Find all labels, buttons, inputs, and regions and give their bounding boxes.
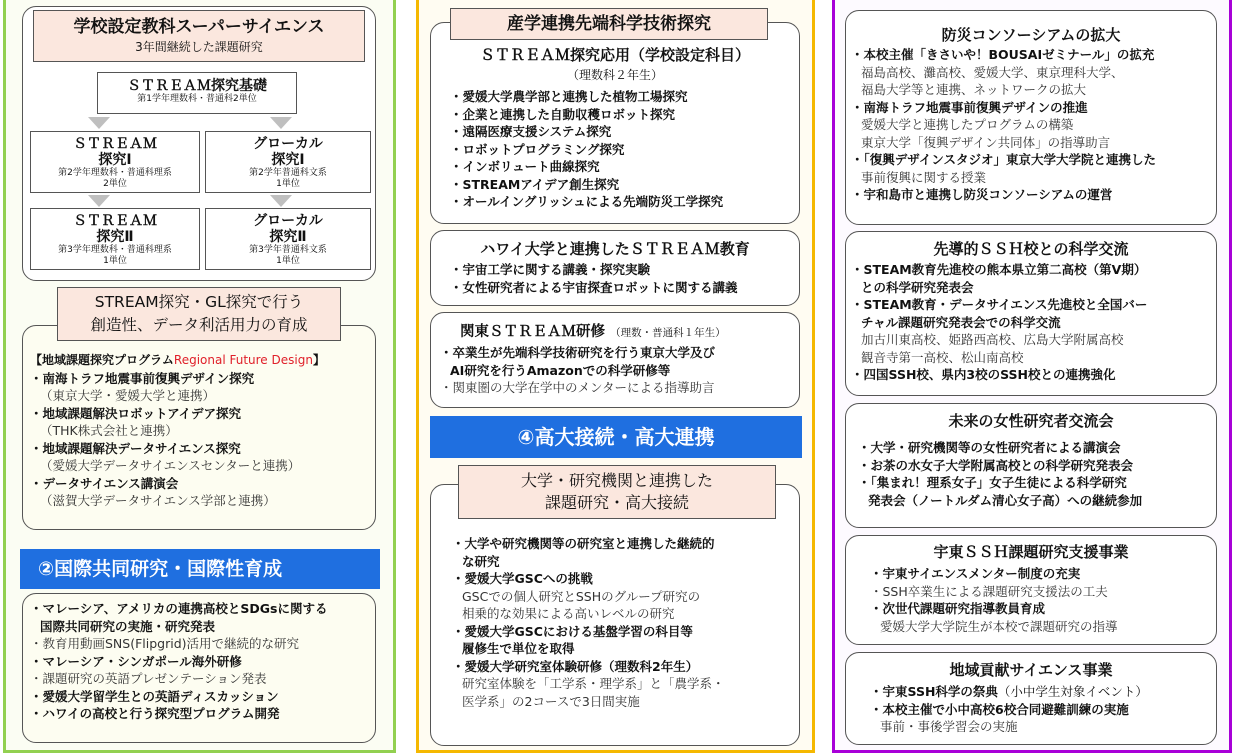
intl-item: ・マレーシア、アメリカの連携高校とSDGsに関する xyxy=(30,601,328,616)
uto-item: ・宇東サイエンスメンター制度の充実 xyxy=(870,566,1081,581)
local-list xyxy=(870,683,1215,736)
kanto-list xyxy=(440,344,795,397)
glocal2-credit: 1単位 xyxy=(276,255,300,266)
stream-app-item: ・STREAMアイデア創生探究 xyxy=(450,176,620,192)
ssh-list xyxy=(851,261,1216,384)
stream-app-item: ・オールイングリッシュによる先端防災工学探究 xyxy=(450,194,724,209)
bousai-list xyxy=(851,46,1216,204)
intl-item: ・愛媛大学留学生との英語ディスカッション xyxy=(30,688,279,704)
regional-item: ・データサイエンス講演会 xyxy=(30,475,179,491)
glocal1-sub: 第2学年普通科文系 xyxy=(249,168,327,179)
women-title: 未来の女性研究者交流会 xyxy=(948,412,1114,430)
ssh-item: ・STEAM教育・データサイエンス先進校と全国バー xyxy=(851,297,1148,312)
stream-app-title: ＳＴＲＥＡＭ探究応用（学校設定科目） xyxy=(479,46,750,64)
gl-title-line2: 創造性、データ利活用力の育成 xyxy=(90,316,308,334)
univ-title-box xyxy=(458,465,776,519)
arrow-down-icon xyxy=(88,195,110,207)
bousai-item: ・本校主催「きさいや！BOUSAIゼミナール」の拡充 xyxy=(851,47,1155,62)
stream-basic-title: ＳＴＲＥＡＭ探究基礎 xyxy=(127,78,267,94)
women-item: ・「集まれ！理系女子」女子生徒による科学研究 xyxy=(858,475,1127,490)
bousai-item: 福島高校、灘高校、愛媛大学、東京理科大学、 xyxy=(861,64,1124,80)
ssh-item: チャル課題研究発表会での科学交流 xyxy=(861,314,1061,330)
univ-item: 医学系」の2コースで3日間実施 xyxy=(462,693,640,709)
stream1-title: ＳＴＲＥＡＭ xyxy=(73,136,157,152)
univ-item: 相乗的な効果による高いレベルの研究 xyxy=(462,606,675,621)
intl-list xyxy=(30,600,370,723)
uto-item: ・次世代課題研究指導教員育成 xyxy=(870,601,1046,616)
ssh-item: との科学研究発表会 xyxy=(861,279,974,295)
bousai-item: ・「復興デザインスタジオ」東京大学大学院と連携した xyxy=(851,152,1157,167)
glocal2-sub: 第3学年普通科文系 xyxy=(249,245,327,256)
glocal2-title2: 探究Ⅱ xyxy=(269,229,307,246)
stream-basic-sub: 第1学年理数科・普通科2単位 xyxy=(137,94,257,105)
women-item: ・大学・研究機関等の女性研究者による講演会 xyxy=(858,440,1121,455)
hawaii-list xyxy=(450,261,790,296)
univ-item: ・大学や研究機関等の研究室と連携した継続的 xyxy=(452,536,715,551)
glocal1-title2: 探究Ⅰ xyxy=(271,152,305,169)
intl-banner: ②国際共同研究・国際性育成 xyxy=(20,549,380,589)
univ-item: 履修生で単位を取得 xyxy=(462,641,575,656)
kanto-item: AI研究を行うAmazonでの科学研修等 xyxy=(450,362,671,378)
stream2-sub: 第3学年理数科・普通科理系 xyxy=(58,245,172,256)
gl-title-box xyxy=(57,287,341,341)
women-list xyxy=(858,439,1213,509)
stream2-box xyxy=(30,208,200,270)
regional-items xyxy=(30,370,370,510)
stream-app-item: ・ロボットプログラミング探究 xyxy=(450,141,625,157)
stream2-title: ＳＴＲＥＡＭ xyxy=(73,213,157,229)
regional-item-partner: （愛媛大学データサイエンスセンターと連携） xyxy=(40,458,301,473)
stream-app-item: ・企業と連携した自動収穫ロボット探究 xyxy=(450,106,676,122)
local-item-text: ・宇東SSH科学の祭典 xyxy=(870,684,998,699)
arrow-down-icon xyxy=(270,195,292,207)
industry-title: 産学連携先端科学技術探究 xyxy=(450,8,768,40)
uto-title: 宇東ＳＳＨ課題研究支援事業 xyxy=(933,543,1129,561)
bousai-title: 防災コンソーシアムの拡大 xyxy=(941,26,1121,44)
univ-item: ・愛媛大学GSCにおける基盤学習の科目等 xyxy=(452,623,693,639)
ssh-title: 先導的ＳＳＨ校との科学交流 xyxy=(933,240,1129,258)
ssh-item: 加古川東高校、姫路西高校、広島大学附属高校 xyxy=(861,332,1124,347)
local-item: 事前・事後学習会の実施 xyxy=(880,719,1018,734)
univ-title-line2: 課題研究・高大接続 xyxy=(544,493,689,512)
regional-item: ・地域課題解決ロボットアイデア探究 xyxy=(30,405,242,421)
stream1-box xyxy=(30,131,200,193)
super-science-title: 学校設定教科スーパーサイエンス xyxy=(73,17,325,37)
glocal1-title: グローカル xyxy=(253,136,323,152)
bousai-item: ・南海トラフ地震事前復興デザインの推進 xyxy=(851,99,1088,115)
super-science-title-box xyxy=(33,10,365,62)
regional-heading: 【地域課題探究プログラムRegional Future Design】 xyxy=(30,353,325,367)
super-science-subtitle: 3年間継続した課題研究 xyxy=(135,40,263,54)
univ-title-line1: 大学・研究機関と連携した xyxy=(520,471,713,490)
stream-basic-box xyxy=(97,72,297,114)
gl-title-line1: STREAM探究・GL探究で行う xyxy=(94,293,304,311)
univ-item: GSCでの個人研究とSSHのグループ研究の xyxy=(462,588,701,604)
intl-item: ・教育用動画SNS(Flipgrid)活用で継続的な研究 xyxy=(30,636,300,651)
local-item xyxy=(870,683,1215,701)
regional-item-partner: （滋賀大学データサイエンス学部と連携） xyxy=(40,493,276,508)
stream1-sub: 第2学年理数科・普通科理系 xyxy=(58,168,172,179)
bousai-item: 福島大学等と連携、ネットワークの拡大 xyxy=(861,82,1087,97)
arrow-down-icon xyxy=(270,117,292,129)
stream1-title2: 探究Ⅰ xyxy=(98,152,132,169)
intl-item: ・マレーシア・シンガポール海外研修 xyxy=(30,653,242,669)
glocal2-box xyxy=(205,208,371,270)
intl-item: ・ハワイの高校と行う探究型プログラム開発 xyxy=(30,706,280,721)
univ-item: ・愛媛大学GSCへの挑戦 xyxy=(452,571,593,586)
regional-item: ・地域課題解決データサイエンス探究 xyxy=(30,440,241,456)
hawaii-title: ハワイ大学と連携したＳＴＲＥＡＭ教育 xyxy=(480,240,750,258)
glocal1-credit: 1単位 xyxy=(276,178,300,189)
stream-app-sub: （理数科２年生） xyxy=(566,68,663,82)
regional-list xyxy=(30,352,370,510)
stream-app-list xyxy=(450,88,790,211)
bousai-item: 事前復興に関する授業 xyxy=(861,169,987,185)
intl-item: ・課題研究の英語プレゼンテーション発表 xyxy=(30,671,267,686)
kanto-sub: （理数・普通科１年生） xyxy=(610,327,726,339)
bousai-item: ・宇和島市と連携し防災コンソーシアムの運営 xyxy=(851,187,1113,202)
intl-item: 国際共同研究の実施・研究発表 xyxy=(40,618,216,634)
women-item: 発表会（ノートルダム清心女子高）への継続参加 xyxy=(868,492,1143,508)
univ-item: 研究室体験を「工学系・理学系」と「農学系・ xyxy=(462,676,725,691)
glocal1-box xyxy=(205,131,371,193)
regional-item: ・南海トラフ地震事前復興デザイン探究 xyxy=(30,370,255,386)
univ-item: ・愛媛大学研究室体験研修（理数科2年生） xyxy=(452,658,699,674)
local-title: 地域貢献サイエンス事業 xyxy=(949,661,1113,679)
stream-app-item: ・愛媛大学農学部と連携した植物工場探究 xyxy=(450,89,688,104)
hawaii-item: ・宇宙工学に関する講義・探究実験 xyxy=(450,262,651,277)
women-item: ・お茶の水女子大学附属高校との科学研究発表会 xyxy=(858,457,1134,473)
stream2-title2: 探究Ⅱ xyxy=(96,229,134,246)
uto-item: ・SSH卒業生による課題研究支援法の工夫 xyxy=(870,583,1108,599)
univ-banner: ④高大接続・高大連携 xyxy=(430,416,802,458)
stream-app-item: ・遠隔医療支援システム探究 xyxy=(450,124,612,139)
ssh-item: 観音寺第一高校、松山南高校 xyxy=(861,349,1024,365)
uto-item: 愛媛大学大学院生が本校で課題研究の指導 xyxy=(880,618,1118,634)
stream-app-item: ・インボリュート曲線探究 xyxy=(450,159,600,174)
kanto-item: ・卒業生が先端科学技術研究を行う東京大学及び xyxy=(440,345,716,360)
kanto-title-row xyxy=(460,320,790,341)
hawaii-item: ・女性研究者による宇宙探査ロボットに関する講義 xyxy=(450,279,738,295)
local-item-note: （小中学生対象イベント） xyxy=(997,684,1148,699)
bousai-item: 愛媛大学と連携したプログラムの構築 xyxy=(861,117,1074,132)
univ-item: な研究 xyxy=(462,553,500,569)
uto-list xyxy=(870,565,1215,635)
regional-item-partner: （東京大学・愛媛大学と連携） xyxy=(40,388,216,403)
kanto-item: ・関東圏の大学在学中のメンターによる指導助言 xyxy=(440,380,715,395)
stream2-credit: 1単位 xyxy=(103,255,127,266)
ssh-item: ・四国SSH校、県内3校のSSH校との連携強化 xyxy=(851,367,1116,382)
stream1-credit: 2単位 xyxy=(103,178,127,189)
glocal2-title: グローカル xyxy=(253,213,323,229)
univ-list xyxy=(452,535,792,710)
ssh-item: ・STEAM教育先進校の熊本県立第二高校（第Ⅴ期） xyxy=(851,262,1147,277)
arrow-down-icon xyxy=(88,117,110,129)
regional-item-partner: （THK株式会社と連携） xyxy=(40,423,178,438)
local-item: ・本校主催で小中高校6校合同避難訓練の実施 xyxy=(870,701,1129,717)
bousai-item: 東京大学「復興デザイン共同体」の指導助言 xyxy=(861,134,1111,150)
kanto-title: 関東ＳＴＲＥＡＭ研修 xyxy=(460,324,605,340)
